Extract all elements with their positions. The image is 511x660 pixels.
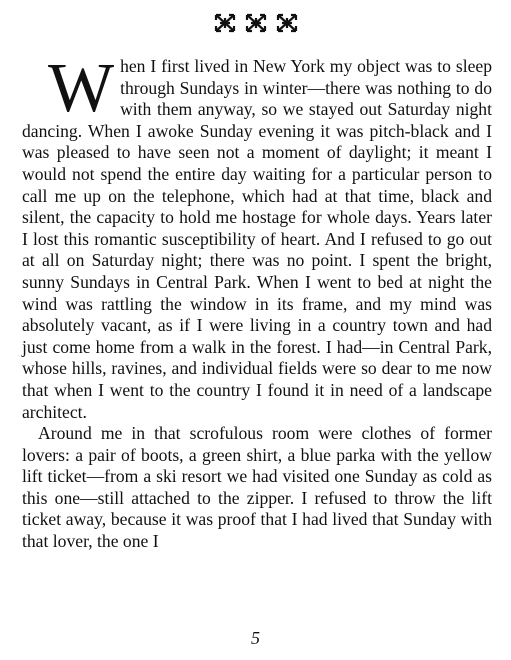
ornament-icon [214,13,236,33]
ornament-icon [276,13,298,33]
body-text [22,50,492,553]
paragraph-text: hen I first lived in New York my object was to sleep through Sundays in winter—there was nothing to do with them anyway, so we stayed out Saturday night dancing. When I awoke Sunday evening it was pitch-black and I was pleased to have seen not a moment of daylight; it meant I would not spend the entire day waiting for a particular person to call me up on the telephone, which had at that time, black and silent, the capacity to hold me hostage for whole days. Years later I lost this romantic susceptibility of heart. And I refused to go out at all on Saturday night; there was no point. I spent the bright, sunny Sundays in Central Park. When I went to bed at night the wind was rattling the window in its frame, and my mind was absolutely vacant, as if I were living in a country town and had just come home from a walk in the forest. I had—in Central Park, whose hills, ravines, and individual fields were so dear to me now that when I went to the country I found it in need of a landscape architect. [22,56,492,422]
paragraph [22,50,492,423]
page-number: 5 [251,628,260,648]
drop-cap: W [48,50,115,127]
paragraph [22,423,492,553]
section-ornament [0,12,511,33]
ornament-icon [245,13,267,33]
paragraph-text: Around me in that scrofulous room were clothes of former lovers: a pair of boots, a green shirt, a blue parka with the yellow lift ticket—from a ski resort we had visited one Sunday as cold as this one—still attached to the zipper. I refused to throw the lift ticket away, because it was proof that I had lived that Sunday with that lover, the one I [22,423,492,552]
